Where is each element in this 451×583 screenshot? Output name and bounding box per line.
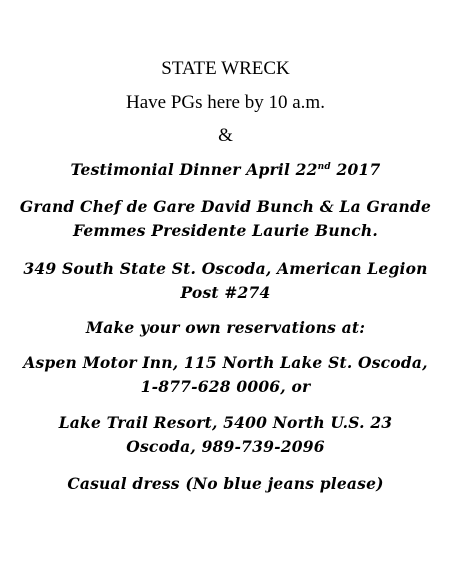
reservations-heading: Make your own reservations at: <box>85 318 366 337</box>
ampersand: & <box>218 125 233 146</box>
dinner-date-line <box>0 160 451 179</box>
aspen-motor-inn-line-1: Aspen Motor Inn, 115 North Lake St. Oscoda, <box>23 353 428 372</box>
flyer-title: STATE WRECK <box>161 58 290 79</box>
address-line-2: Post #274 <box>180 283 271 302</box>
pg-arrival-notice: Have PGs here by 10 a.m. <box>126 92 325 113</box>
chefs-line-1: Grand Chef de Gare David Bunch & La Grande <box>19 197 432 216</box>
address-line-1: 349 South State St. Oscoda, American Legion <box>23 259 428 278</box>
aspen-motor-inn-line-2: 1-877-628 0006, or <box>140 377 311 396</box>
dinner-date-ordinal: nd <box>317 161 331 172</box>
lake-trail-resort-line-2: Oscoda, 989-739-2096 <box>126 437 325 456</box>
chefs-line-2: Femmes Presidente Laurie Bunch. <box>73 221 378 240</box>
dinner-date-prefix: Testimonial Dinner April 22 <box>70 160 318 179</box>
dinner-date-year: 2017 <box>330 160 381 179</box>
lake-trail-resort-line-1: Lake Trail Resort, 5400 North U.S. 23 <box>58 413 393 432</box>
dress-code: Casual dress (No blue jeans please) <box>67 474 384 493</box>
